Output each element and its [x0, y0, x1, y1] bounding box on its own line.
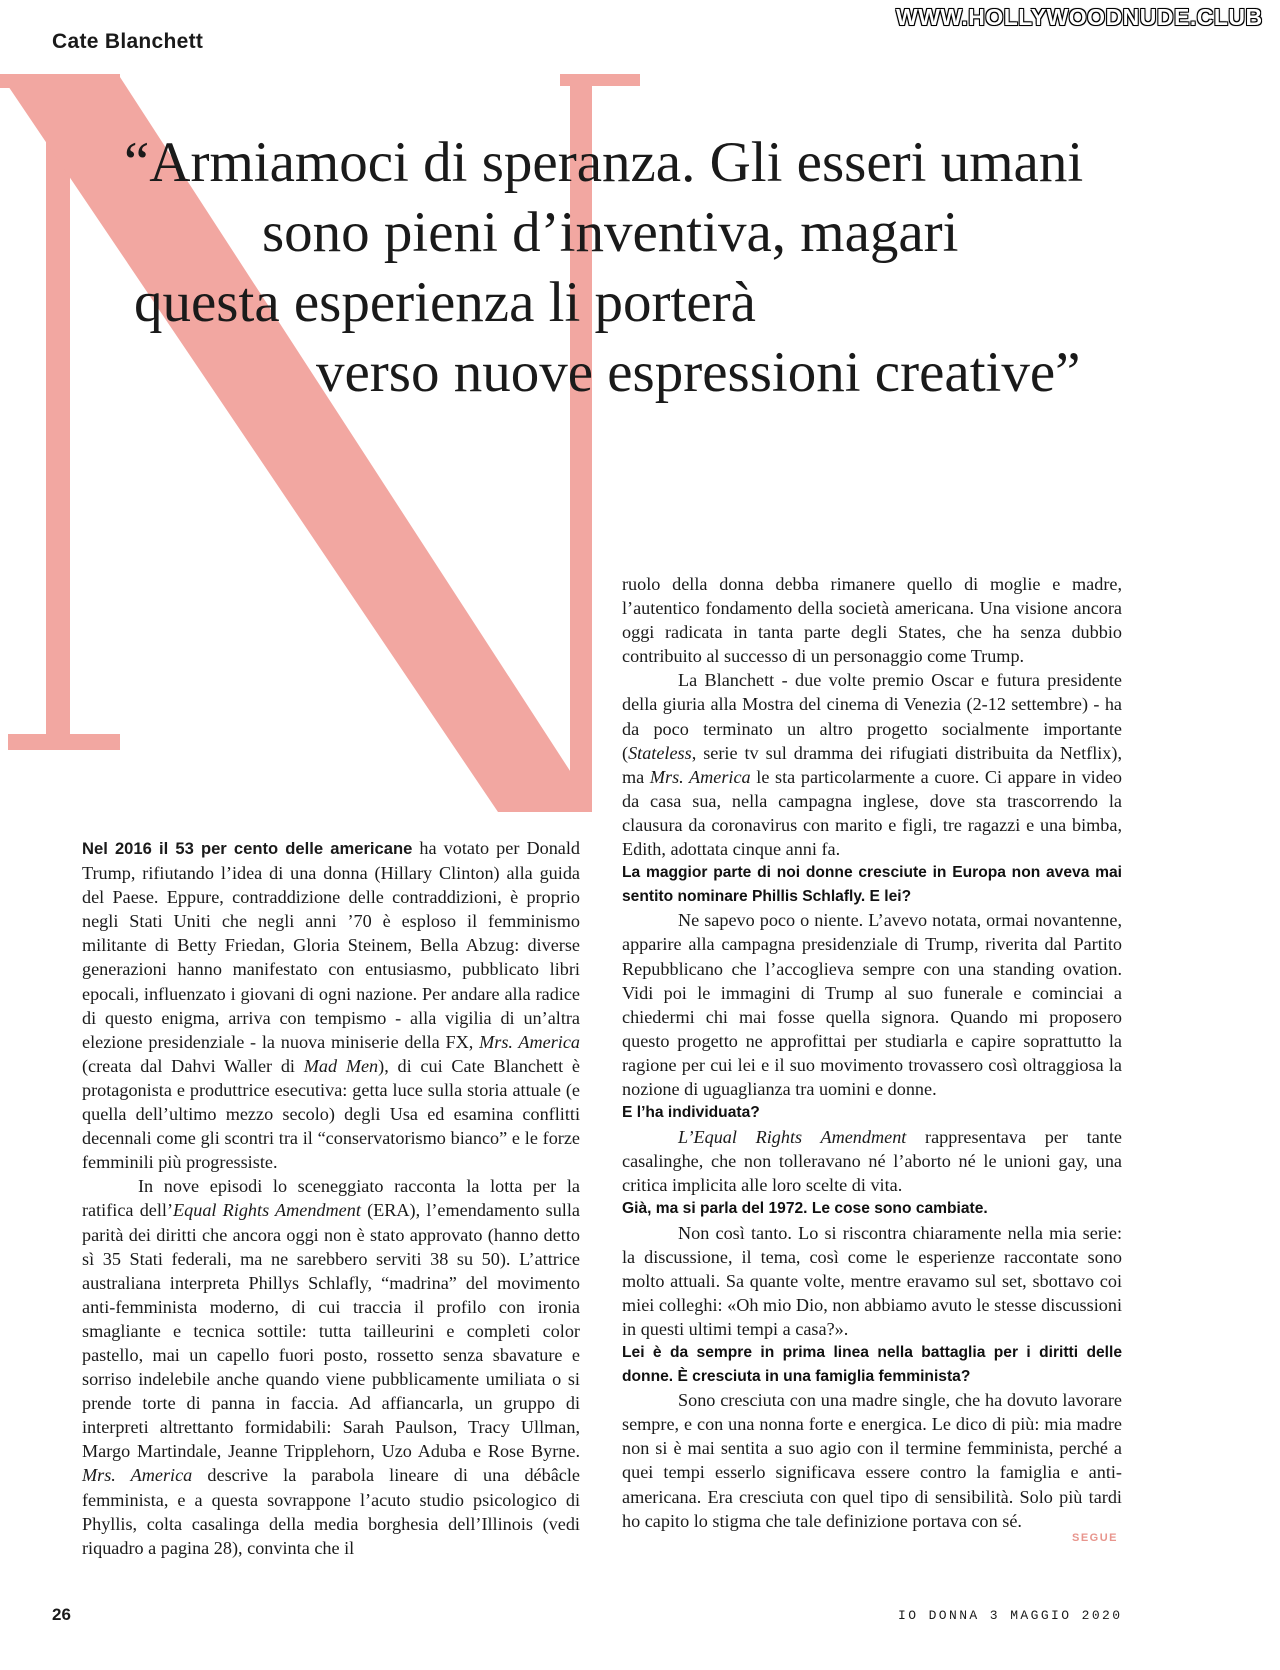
series-title: Stateless [628, 742, 692, 763]
body-text: (creata dal Dahvi Waller di [82, 1055, 304, 1076]
drop-cap-left-serif-bottom [8, 734, 120, 750]
pull-quote-line: “Armiamoci di speranza. Gli esseri umani [124, 131, 1084, 194]
interview-question: Già, ma si parla del 1972. Le cose sono cambiate. [622, 1199, 988, 1217]
folio: IO DONNA 3 MAGGIO 2020 [898, 1608, 1123, 1623]
body-text: le sta particolarmente a cuore. Ci appare in video da casa sua, nella campagna inglese, dove sta trascorrendo la clausura da coronavirus con marito e figli, tre ragazzi e una bimba, Edith, adottata cinque anni fa. [622, 766, 1122, 860]
series-title: Mad Men [303, 1055, 379, 1076]
interview-question: La maggior parte di noi donne cresciute in Europa non aveva mai sentito nominare Phillis Schlafly. E lei? [622, 864, 1122, 905]
pull-quote [0, 128, 1280, 428]
drop-cap-right-serif-top [560, 74, 640, 86]
section-title: Cate Blanchett [52, 30, 204, 53]
pull-quote-line: sono pieni d’inventiva, magari [262, 201, 959, 264]
interview-answer: Non così tanto. Lo si riscontra chiaramente nella mia serie: la discussione, il tema, così come le esperienze raccontate sono molto attuali. Sa quante volte, mentre eravamo sul set, sbottavo coi miei colleghi: «Oh mio Dio, non abbiamo avuto le stesse discussioni in questi ultimi tempi a casa?». [622, 1222, 1122, 1339]
series-title: Mrs. America [479, 1031, 580, 1052]
body-text: ha votato per Donald Trump, rifiutando l’idea di una donna (Hillary Clinton) alla guida del Paese. Eppure, contraddizione delle contraddizioni, è proprio negli Stati Uniti che negli anni ’70 è esploso il femminismo militante di Betty Friedan, Gloria Steinem, Bella Abzug: diverse generazioni hanno manifestato con entusiasmo, pubblicato libri epocali, influenzato i giovani di ogni nazione. Per andare alla radice di questo enigma, arriva con tempismo - alla vigilia di un’altra elezione presidenziale - la nuova miniserie della FX, [82, 838, 581, 1052]
series-title: Mrs. America [82, 1465, 193, 1486]
body-text: In nove episodi lo sceneggiato racconta la lotta per la ratifica dell’ [82, 1176, 580, 1221]
article-paragraph [622, 668, 1122, 861]
continue-label: SEGUE [1072, 1532, 1119, 1544]
interview-answer: Ne sapevo poco o niente. L’avevo notata, ormai novantenne, apparire alla campagna presidenziale di Trump, riverita dal Partito Repubblicano che l’accoglieva sempre con una standing ovation. Vidi poi le immagini di Trump al suo funerale e cominciai a chiedermi chi mai fosse quella signora. Quando mi proposero questo progetto ne approfittai per studiarla e capire soprattutto la ragione per cui lei e il suo movimento trovassero così oltraggiosa la nozione di uguaglianza tra uomini e donne. [622, 910, 1122, 1099]
body-text: (ERA), l’emendamento sulla parità dei diritti che ancora oggi non è stato approvato (hanno detto sì 35 Stati federali, ma ne sarebbero serviti 38 su 50). L’attrice australiana interpreta Phillys Schlafly, “madrina” del movimento anti-femminista moderno, di cui traccia il profilo con ironia smagliante e tecnica sottile: tutta tailleurini e completi color pastello, mai un capello fuori posto, rossetto senza sbavature e sorriso indelebile anche quando viene pubblicamente umiliata o si prende torte di panna in faccia. Ad affiancarla, un gruppo di interpreti altrettanto formidabili: Sarah Paulson, Tracy Ullman, Margo Martindale, Jeanne Tripplehorn, Uzo Aduba e Rose Byrne. [82, 1200, 580, 1462]
interview-answer: Sono cresciuta con una madre single, che ha dovuto lavorare sempre, e con una nonna forte e energica. Le dico di più: mia madre non si è mai sentita a suo agio con il termine femminista, perché a quei tempi esserlo significava essere contro la famiglia e anti-americana. Era cresciuta con quel tipo di sensibilità. Solo più tardi ho capito lo stigma che tale definizione portava con sé. [622, 1390, 1122, 1531]
law-title: L’Equal Rights Amendment [678, 1126, 907, 1147]
body-text: , serie tv sul dramma dei rifugiati distribuita da Netflix), ma [622, 742, 1122, 787]
law-title: Equal Rights Amendment [173, 1200, 361, 1221]
lead-in: Nel 2016 il 53 per cento delle americane [82, 839, 413, 858]
page-number: 26 [52, 1605, 71, 1624]
series-title: Mrs. America [649, 766, 751, 787]
pull-quote-line: questa esperienza li porterà [134, 271, 756, 334]
article-paragraph [82, 836, 580, 1174]
interview-question: E l’ha individuata? [622, 1104, 760, 1122]
body-text: ), di cui Cate Blanchett è protagonista e produttrice esecutiva: getta luce sulla storia attuale (e quella dell’ultimo mezzo secolo) degli Usa ed esamina conflitti decennali come gli scontri tra il “conservatorismo bianco” e le forze femminili più progressiste. [82, 1055, 580, 1173]
body-text: La Blanchett - due volte premio Oscar e futura presidente della giuria alla Mostra del cinema di Venezia (2-12 settembre) - ha da poco terminato un altro progetto socialmente importante ( [622, 670, 1122, 763]
pull-quote-line: verso nuove espressioni creative” [316, 341, 1081, 404]
body-text: rappresentava per tante casalinghe, che non tolleravano né l’aborto né le unioni gay, una critica implicita alle loro scelte di vita. [622, 1126, 1122, 1195]
article-paragraph: ruolo della donna debba rimanere quello di moglie e madre, l’autentico fondamento della società americana. Una visione ancora oggi radicata in tanta parte degli States, che ha senza dubbio contribuito al successo di un personaggio come Trump. [622, 574, 1122, 667]
interview-question: Lei è da sempre in prima linea nella battaglia per i diritti delle donne. È cresciuta in una famiglia femminista? [622, 1344, 1122, 1385]
article-column-2 [622, 572, 1122, 1533]
body-text: descrive la parabola lineare di una débâcle femminista, e a questa sovrappone l’acuto studio psicologico di Phyllis, colta casalinga della media borghesia dell’Illinois (vedi riquadro a pagina 28), convinta che il [82, 1465, 580, 1558]
article-column-1 [82, 836, 580, 1560]
interview-answer [622, 1125, 1122, 1197]
watermark: WWW.HOLLYWOODNUDE.CLUB [896, 4, 1263, 30]
article-paragraph [82, 1174, 580, 1560]
